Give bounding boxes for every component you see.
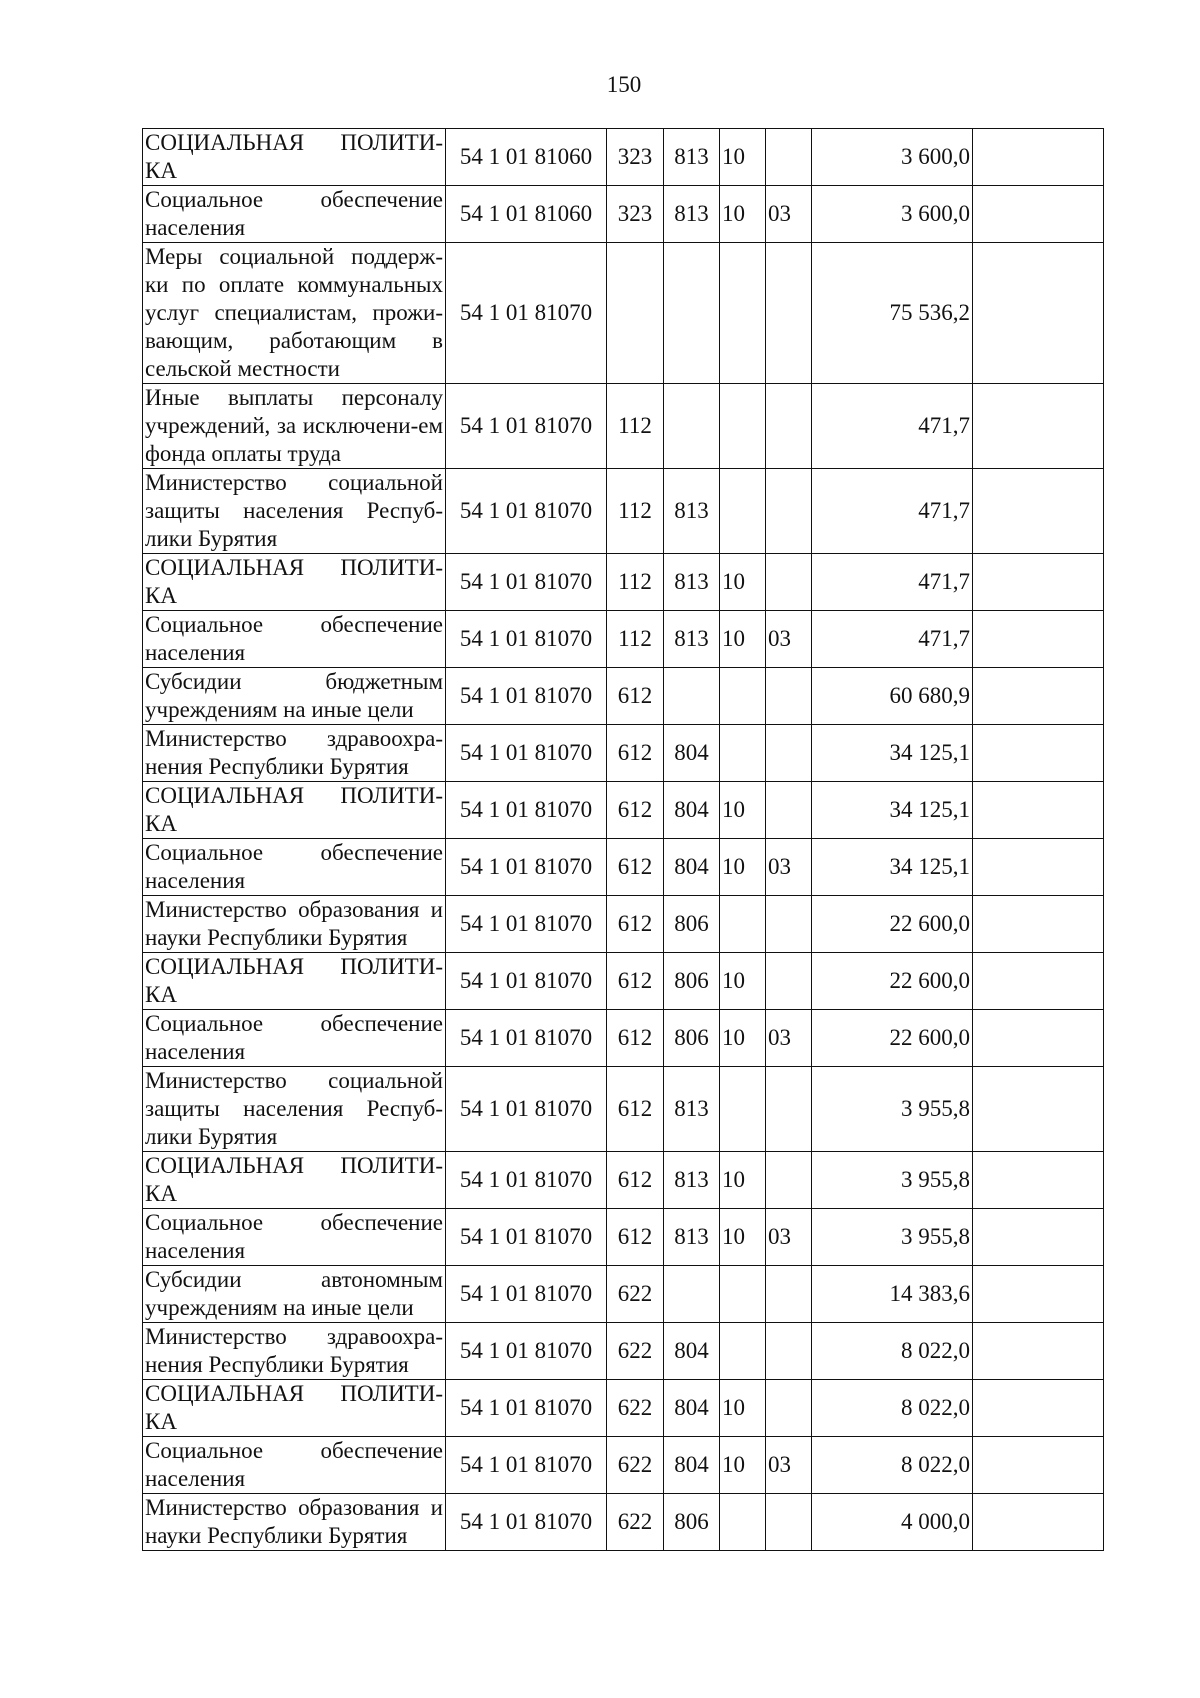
cell-target-code: 54 1 01 81070 (446, 725, 607, 782)
cell-target-code: 54 1 01 81070 (446, 668, 607, 725)
cell-expense-type: 612 (607, 725, 664, 782)
cell-section: 10 (720, 186, 766, 243)
cell-amount: 34 125,1 (812, 839, 973, 896)
cell-empty (973, 129, 1104, 186)
cell-expense-type: 622 (607, 1494, 664, 1551)
cell-subsection (766, 1152, 812, 1209)
cell-empty (973, 186, 1104, 243)
cell-subsection (766, 1323, 812, 1380)
cell-administrator: 804 (664, 1437, 720, 1494)
cell-section: 10 (720, 129, 766, 186)
cell-amount: 22 600,0 (812, 953, 973, 1010)
cell-subsection (766, 896, 812, 953)
cell-subsection: 03 (766, 839, 812, 896)
cell-subsection (766, 668, 812, 725)
cell-name: Министерство образования и науки Республики Бурятия (143, 1494, 446, 1551)
cell-amount: 471,7 (812, 384, 973, 469)
cell-expense-type: 612 (607, 953, 664, 1010)
cell-expense-type: 112 (607, 611, 664, 668)
cell-administrator: 804 (664, 725, 720, 782)
cell-expense-type: 112 (607, 384, 664, 469)
cell-expense-type: 612 (607, 1010, 664, 1067)
cell-target-code: 54 1 01 81060 (446, 129, 607, 186)
cell-empty (973, 1010, 1104, 1067)
cell-expense-type: 612 (607, 839, 664, 896)
cell-section (720, 384, 766, 469)
table-row (143, 1067, 1104, 1152)
cell-target-code: 54 1 01 81070 (446, 1437, 607, 1494)
cell-amount: 75 536,2 (812, 243, 973, 384)
cell-target-code: 54 1 01 81070 (446, 839, 607, 896)
table-row (143, 1494, 1104, 1551)
cell-expense-type: 112 (607, 469, 664, 554)
cell-subsection (766, 953, 812, 1010)
cell-empty (973, 1266, 1104, 1323)
cell-target-code: 54 1 01 81070 (446, 611, 607, 668)
cell-empty (973, 554, 1104, 611)
cell-amount: 34 125,1 (812, 725, 973, 782)
cell-target-code: 54 1 01 81070 (446, 1010, 607, 1067)
cell-administrator: 806 (664, 1494, 720, 1551)
cell-amount: 3 955,8 (812, 1067, 973, 1152)
cell-amount: 471,7 (812, 554, 973, 611)
cell-section (720, 469, 766, 554)
cell-section: 10 (720, 611, 766, 668)
cell-section (720, 1494, 766, 1551)
cell-name: Субсидии автономным учреждениям на иные цели (143, 1266, 446, 1323)
page-number: 150 (606, 72, 642, 97)
table-row (143, 1152, 1104, 1209)
cell-section: 10 (720, 1152, 766, 1209)
cell-expense-type: 622 (607, 1323, 664, 1380)
cell-subsection (766, 469, 812, 554)
cell-empty (973, 953, 1104, 1010)
cell-name: Министерство социальной защиты населения Респуб-лики Бурятия (143, 1067, 446, 1152)
cell-subsection (766, 554, 812, 611)
cell-administrator (664, 243, 720, 384)
cell-section: 10 (720, 1437, 766, 1494)
table-row (143, 1010, 1104, 1067)
table-row (143, 953, 1104, 1010)
cell-subsection (766, 1067, 812, 1152)
cell-empty (973, 896, 1104, 953)
cell-amount: 60 680,9 (812, 668, 973, 725)
cell-target-code: 54 1 01 81060 (446, 186, 607, 243)
cell-empty (973, 1067, 1104, 1152)
cell-administrator: 806 (664, 953, 720, 1010)
cell-target-code: 54 1 01 81070 (446, 953, 607, 1010)
table-row (143, 1209, 1104, 1266)
table-row (143, 243, 1104, 384)
cell-section: 10 (720, 1380, 766, 1437)
cell-amount: 3 955,8 (812, 1209, 973, 1266)
cell-empty (973, 668, 1104, 725)
cell-administrator: 804 (664, 782, 720, 839)
cell-empty (973, 725, 1104, 782)
cell-section (720, 896, 766, 953)
table-row (143, 839, 1104, 896)
cell-empty (973, 782, 1104, 839)
cell-amount: 8 022,0 (812, 1323, 973, 1380)
cell-empty (973, 1152, 1104, 1209)
cell-amount: 22 600,0 (812, 1010, 973, 1067)
cell-amount: 3 600,0 (812, 186, 973, 243)
cell-name: Министерство здравоохра-нения Республики Бурятия (143, 725, 446, 782)
table-row (143, 1380, 1104, 1437)
cell-target-code: 54 1 01 81070 (446, 469, 607, 554)
cell-subsection: 03 (766, 611, 812, 668)
cell-subsection: 03 (766, 186, 812, 243)
cell-empty (973, 469, 1104, 554)
table-row (143, 611, 1104, 668)
cell-expense-type: 323 (607, 129, 664, 186)
cell-amount: 22 600,0 (812, 896, 973, 953)
cell-empty (973, 1209, 1104, 1266)
cell-name: СОЦИАЛЬНАЯ ПОЛИТИ-КА (143, 1380, 446, 1437)
cell-name: Социальное обеспечение населения (143, 611, 446, 668)
cell-name: Иные выплаты персоналу учреждений, за исключени-ем фонда оплаты труда (143, 384, 446, 469)
budget-table (142, 128, 1104, 1551)
table-row (143, 469, 1104, 554)
cell-section (720, 243, 766, 384)
cell-target-code: 54 1 01 81070 (446, 1152, 607, 1209)
cell-subsection (766, 243, 812, 384)
cell-section: 10 (720, 1010, 766, 1067)
cell-empty (973, 384, 1104, 469)
cell-empty (973, 1323, 1104, 1380)
cell-name: Социальное обеспечение населения (143, 1437, 446, 1494)
cell-expense-type: 612 (607, 668, 664, 725)
cell-administrator: 813 (664, 469, 720, 554)
cell-section (720, 1323, 766, 1380)
cell-amount: 34 125,1 (812, 782, 973, 839)
cell-administrator: 813 (664, 611, 720, 668)
cell-administrator: 813 (664, 186, 720, 243)
cell-administrator (664, 668, 720, 725)
table-row (143, 554, 1104, 611)
cell-administrator: 806 (664, 896, 720, 953)
cell-target-code: 54 1 01 81070 (446, 384, 607, 469)
cell-expense-type: 612 (607, 782, 664, 839)
cell-amount: 3 955,8 (812, 1152, 973, 1209)
cell-amount: 4 000,0 (812, 1494, 973, 1551)
table-row (143, 384, 1104, 469)
cell-expense-type: 612 (607, 896, 664, 953)
cell-name: Министерство образования и науки Республики Бурятия (143, 896, 446, 953)
cell-name: Социальное обеспечение населения (143, 1209, 446, 1266)
cell-name: СОЦИАЛЬНАЯ ПОЛИТИ-КА (143, 953, 446, 1010)
cell-expense-type: 622 (607, 1437, 664, 1494)
cell-expense-type: 622 (607, 1380, 664, 1437)
table-row (143, 1266, 1104, 1323)
cell-section (720, 668, 766, 725)
cell-section: 10 (720, 839, 766, 896)
cell-name: Социальное обеспечение населения (143, 186, 446, 243)
cell-administrator: 813 (664, 1152, 720, 1209)
table-row (143, 725, 1104, 782)
cell-name: СОЦИАЛЬНАЯ ПОЛИТИ-КА (143, 554, 446, 611)
cell-amount: 8 022,0 (812, 1380, 973, 1437)
cell-name: СОЦИАЛЬНАЯ ПОЛИТИ-КА (143, 1152, 446, 1209)
cell-amount: 8 022,0 (812, 1437, 973, 1494)
cell-expense-type: 612 (607, 1209, 664, 1266)
cell-name: Меры социальной поддерж-ки по оплате коммунальных услуг специалистам, прожи-вающим, работающим в сельской местности (143, 243, 446, 384)
cell-section: 10 (720, 782, 766, 839)
cell-target-code: 54 1 01 81070 (446, 1067, 607, 1152)
table-row (143, 782, 1104, 839)
cell-subsection (766, 129, 812, 186)
cell-target-code: 54 1 01 81070 (446, 554, 607, 611)
cell-target-code: 54 1 01 81070 (446, 1323, 607, 1380)
cell-expense-type: 323 (607, 186, 664, 243)
cell-section (720, 1067, 766, 1152)
cell-empty (973, 1437, 1104, 1494)
cell-name: Министерство здравоохра-нения Республики Бурятия (143, 1323, 446, 1380)
cell-subsection (766, 782, 812, 839)
cell-expense-type (607, 243, 664, 384)
cell-name: Социальное обеспечение населения (143, 839, 446, 896)
cell-administrator: 804 (664, 1323, 720, 1380)
table-row (143, 1323, 1104, 1380)
cell-administrator: 804 (664, 839, 720, 896)
table-row (143, 186, 1104, 243)
cell-administrator: 813 (664, 554, 720, 611)
cell-empty (973, 839, 1104, 896)
cell-name: Министерство социальной защиты населения Респуб-лики Бурятия (143, 469, 446, 554)
cell-empty (973, 1494, 1104, 1551)
cell-subsection (766, 1380, 812, 1437)
cell-expense-type: 612 (607, 1152, 664, 1209)
cell-subsection (766, 725, 812, 782)
table-row (143, 896, 1104, 953)
cell-target-code: 54 1 01 81070 (446, 896, 607, 953)
cell-subsection (766, 1494, 812, 1551)
cell-administrator: 813 (664, 1067, 720, 1152)
cell-target-code: 54 1 01 81070 (446, 1266, 607, 1323)
cell-empty (973, 243, 1104, 384)
cell-empty (973, 1380, 1104, 1437)
cell-administrator: 813 (664, 1209, 720, 1266)
cell-target-code: 54 1 01 81070 (446, 243, 607, 384)
cell-section: 10 (720, 1209, 766, 1266)
cell-amount: 3 600,0 (812, 129, 973, 186)
cell-section (720, 725, 766, 782)
cell-section: 10 (720, 554, 766, 611)
cell-administrator: 806 (664, 1010, 720, 1067)
cell-administrator: 813 (664, 129, 720, 186)
cell-target-code: 54 1 01 81070 (446, 1209, 607, 1266)
cell-expense-type: 112 (607, 554, 664, 611)
cell-amount: 14 383,6 (812, 1266, 973, 1323)
cell-administrator (664, 384, 720, 469)
cell-section: 10 (720, 953, 766, 1010)
cell-administrator: 804 (664, 1380, 720, 1437)
table-row (143, 129, 1104, 186)
cell-target-code: 54 1 01 81070 (446, 1380, 607, 1437)
cell-subsection: 03 (766, 1010, 812, 1067)
cell-name: Субсидии бюджетным учреждениям на иные цели (143, 668, 446, 725)
cell-expense-type: 622 (607, 1266, 664, 1323)
cell-expense-type: 612 (607, 1067, 664, 1152)
cell-name: СОЦИАЛЬНАЯ ПОЛИТИ-КА (143, 782, 446, 839)
cell-amount: 471,7 (812, 611, 973, 668)
cell-amount: 471,7 (812, 469, 973, 554)
cell-subsection: 03 (766, 1209, 812, 1266)
table-row (143, 668, 1104, 725)
cell-administrator (664, 1266, 720, 1323)
cell-empty (973, 611, 1104, 668)
cell-name: Социальное обеспечение населения (143, 1010, 446, 1067)
cell-target-code: 54 1 01 81070 (446, 1494, 607, 1551)
table-row (143, 1437, 1104, 1494)
cell-subsection: 03 (766, 1437, 812, 1494)
cell-subsection (766, 384, 812, 469)
cell-name: СОЦИАЛЬНАЯ ПОЛИТИ-КА (143, 129, 446, 186)
table-body (143, 129, 1104, 1551)
cell-subsection (766, 1266, 812, 1323)
cell-section (720, 1266, 766, 1323)
cell-target-code: 54 1 01 81070 (446, 782, 607, 839)
